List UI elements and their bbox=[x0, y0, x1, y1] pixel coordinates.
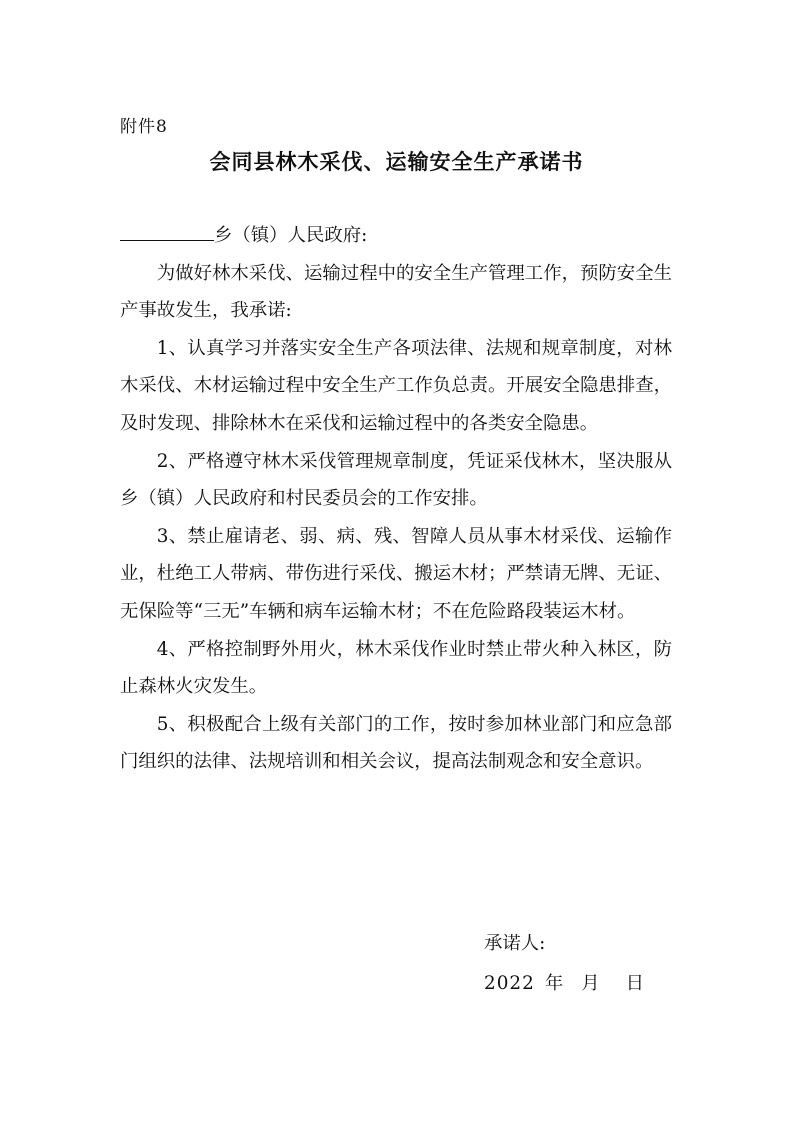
paragraph-item-1: 1、认真学习并落实安全生产各项法律、法规和规章制度，对林木采伐、木材运输过程中安全生产工作负总责。开展安全隐患排查，及时发现、排除林木在采伐和运输过程中的各类安全隐患。 bbox=[120, 337, 672, 434]
paragraph-item-4: 4、严格控制野外用火，林木采伐作业时禁止带火种入林区，防止森林火灾发生。 bbox=[120, 638, 672, 698]
date-day-unit: 日 bbox=[625, 973, 645, 994]
document-title: 会同县林木采伐、运输安全生产承诺书 bbox=[209, 150, 584, 174]
signature-block bbox=[484, 924, 644, 1004]
paragraph-item-5: 5、积极配合上级有关部门的工作，按时参加林业部门和应急部门组织的法律、法规培训和相关会议，提高法制观念和安全意识。 bbox=[120, 713, 672, 773]
attachment-label: 附件8 bbox=[120, 117, 168, 137]
paragraph-intro: 为做好林木采伐、运输过程中的安全生产管理工作，预防安全生产事故发生，我承诺: bbox=[120, 262, 672, 322]
date-year-unit: 年 bbox=[544, 973, 564, 994]
date-month-unit: 月 bbox=[581, 973, 600, 994]
salutation bbox=[120, 216, 672, 255]
signature-date bbox=[484, 964, 644, 1004]
date-year: 2022 bbox=[484, 973, 535, 994]
paragraph-item-2: 2、严格遵守林木采伐管理规章制度，凭证采伐林木，坚决服从乡（镇）人民政府和村民委员会的工作安排。 bbox=[120, 450, 672, 510]
salutation-text: 乡（镇）人民政府: bbox=[214, 225, 368, 246]
paragraph-item-3: 3、禁止雇请老、弱、病、残、智障人员从事木材采伐、运输作业，杜绝工人带病、带伤进行采伐、搬运木材；严禁请无牌、无证、无保险等“三无”车辆和病车运输木材；不在危险路段装运木材。 bbox=[120, 525, 672, 622]
document-body bbox=[120, 216, 672, 781]
blank-line bbox=[120, 216, 214, 241]
signature-label: 承诺人: bbox=[484, 933, 546, 954]
